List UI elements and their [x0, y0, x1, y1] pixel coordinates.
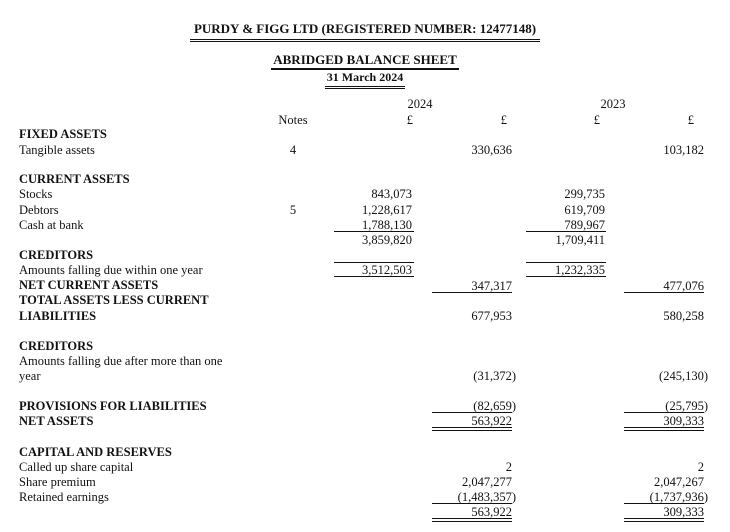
row-label: year [19, 369, 41, 383]
currency-header: £ [687, 113, 694, 127]
underline [334, 276, 414, 277]
note-ref: 4 [289, 143, 297, 157]
double-underline [432, 518, 512, 522]
subamount-prior: 1,232,335 [555, 263, 605, 277]
double-underline [432, 427, 512, 431]
row-label: NET CURRENT ASSETS [19, 278, 159, 292]
amount-current: 347,317 [471, 279, 512, 293]
amount-current: 2,047,277 [462, 475, 512, 489]
subamount-current: 1,788,130 [362, 218, 412, 232]
amount-prior: 2 [697, 460, 704, 474]
amount-prior: (1,737,936) [649, 490, 708, 504]
amount-prior: 580,258 [663, 309, 704, 323]
note-ref: 5 [289, 203, 297, 217]
subamount-current: 843,073 [371, 187, 412, 201]
row-label: Cash at bank [19, 218, 84, 232]
subtotal-current: 3,859,820 [362, 233, 412, 247]
row-label: Amounts falling due within one year [19, 263, 203, 277]
underline [526, 276, 606, 277]
subamount-current: 1,228,617 [362, 203, 412, 217]
currency-header: £ [593, 113, 600, 127]
amount-current: 330,636 [471, 143, 512, 157]
row-label: Share premium [19, 475, 96, 489]
subamount-prior: 789,967 [564, 218, 605, 232]
underline [432, 292, 512, 293]
amount-current: (82,659) [473, 399, 516, 413]
row-label: NET ASSETS [19, 414, 94, 428]
row-label: Amounts falling due after more than one [19, 354, 223, 368]
underline [624, 503, 704, 504]
amount-prior: (245,130) [659, 369, 708, 383]
underline [334, 231, 414, 232]
amount-prior: 103,182 [663, 143, 704, 157]
subamount-current: 3,512,503 [362, 263, 412, 277]
subamount-prior: 619,709 [564, 203, 605, 217]
underline [432, 412, 512, 413]
row-label: Tangible assets [19, 143, 95, 157]
company-heading: PURDY & FIGG LTD (REGISTERED NUMBER: 12477148) [0, 22, 730, 42]
amount-current: 677,953 [471, 309, 512, 323]
section-heading: CREDITORS [19, 248, 94, 262]
notes-header: Notes [278, 113, 308, 127]
currency-header: £ [406, 113, 413, 127]
underline [624, 292, 704, 293]
row-label: PROVISIONS FOR LIABILITIES [19, 399, 207, 413]
sheet-title-block [0, 53, 730, 89]
row-label: Stocks [19, 187, 53, 201]
year-prior-header: 2023 [600, 97, 626, 111]
double-underline [624, 518, 704, 522]
underline [432, 503, 512, 504]
section-heading: CURRENT ASSETS [19, 172, 130, 186]
double-underline [624, 427, 704, 431]
subtotal-prior: 1,709,411 [555, 233, 605, 247]
amount-current: 563,922 [471, 414, 512, 428]
amount-current: (31,372) [473, 369, 516, 383]
section-heading: FIXED ASSETS [19, 127, 107, 141]
amount-current: 2 [505, 460, 512, 474]
underline [624, 412, 704, 413]
row-label: Called up share capital [19, 460, 134, 474]
subamount-prior: 299,735 [564, 187, 605, 201]
amount-current: 563,922 [471, 505, 512, 519]
row-label: LIABILITIES [19, 309, 97, 323]
amount-prior: 477,076 [663, 279, 704, 293]
sheet-date: 31 March 2024 [325, 70, 405, 89]
row-label: TOTAL ASSETS LESS CURRENT [19, 293, 209, 307]
currency-header: £ [500, 113, 507, 127]
section-heading: CAPITAL AND RESERVES [19, 445, 172, 459]
section-heading: CREDITORS [19, 339, 94, 353]
row-label: Retained earnings [19, 490, 109, 504]
amount-current: (1,483,357) [457, 490, 516, 504]
amount-prior: (25,795) [665, 399, 708, 413]
sheet-title: ABRIDGED BALANCE SHEET [271, 53, 459, 70]
amount-prior: 309,333 [663, 505, 704, 519]
year-current-header: 2024 [407, 97, 433, 111]
underline [526, 231, 606, 232]
row-label: Debtors [19, 203, 59, 217]
amount-prior: 309,333 [663, 414, 704, 428]
amount-prior: 2,047,267 [654, 475, 704, 489]
